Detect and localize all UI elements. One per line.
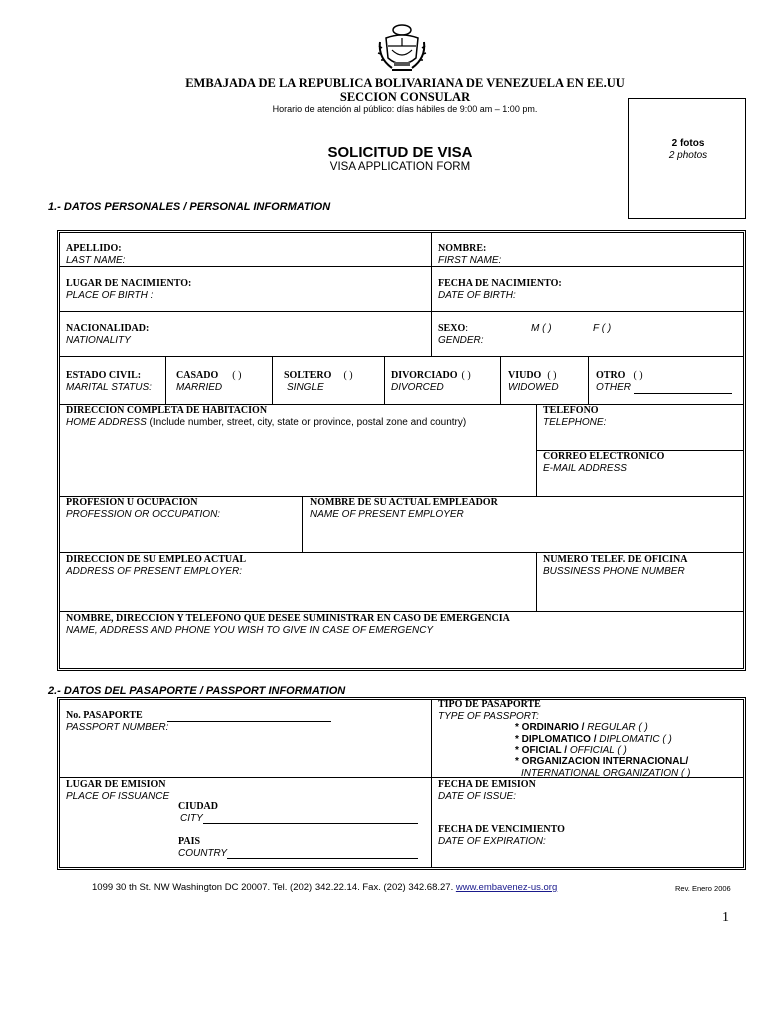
last-name-label-en: LAST NAME: <box>66 255 126 266</box>
business-phone-label-en: BUSSINESS PHONE NUMBER <box>543 566 685 577</box>
employer-address-field[interactable] <box>66 554 531 609</box>
date-of-birth-field[interactable] <box>438 278 738 308</box>
widowed-option[interactable]: VIUDO ( ) WIDOWED <box>508 370 588 394</box>
issuance-country-label: PAIS <box>178 836 201 847</box>
widowed-label-en: WIDOWED <box>508 382 559 393</box>
business-phone-label: NUMERO TELEF. DE OFICINA <box>543 554 688 565</box>
place-of-issuance-label-en: PLACE OF ISSUANCE <box>66 791 170 802</box>
other-fill-line[interactable] <box>634 383 732 394</box>
employer-name-field[interactable] <box>310 497 740 549</box>
date-of-birth-label: FECHA DE NACIMIENTO: <box>438 278 562 289</box>
profession-label-en: PROFESSION OR OCCUPATION: <box>66 509 221 520</box>
other-label-en: OTHER <box>596 382 631 393</box>
employer-address-label: DIRECCION DE SU EMPLEO ACTUAL <box>66 554 247 565</box>
last-name-field[interactable] <box>66 243 426 265</box>
gender-label: SEXO <box>438 323 466 334</box>
single-label-en: SINGLE <box>287 382 324 393</box>
footer-address: 1099 30 th St. NW Washington DC 20007. Tel. (202) 342.22.14. Fax. (202) 342.68.27. www.embavenez-us.org <box>92 882 558 893</box>
home-address-label: DIRECCION COMPLETA DE HABITACION <box>66 405 268 416</box>
gender-label-en: GENDER <box>438 335 481 346</box>
place-of-birth-label-en: PLACE OF BIRTH : <box>66 290 154 301</box>
employer-name-label-en: NAME OF PRESENT EMPLOYER <box>310 509 464 520</box>
photo-label-en: 2 photos <box>668 150 708 161</box>
emergency-contact-field[interactable] <box>66 613 736 665</box>
marital-status-label-group <box>66 370 152 394</box>
embassy-website-link[interactable]: www.embavenez-us.org <box>455 882 558 893</box>
home-address-note: (Include number, street, city, state or province, postal zone and country) <box>149 417 467 428</box>
emergency-contact-label-en: NAME, ADDRESS AND PHONE YOU WISH TO GIVE IN CASE OF EMERGENCY <box>66 625 434 636</box>
single-option[interactable]: SOLTERO ( ) SINGLE <box>284 370 384 394</box>
date-of-expiration-field[interactable] <box>438 824 738 864</box>
married-label-en: MARRIED <box>176 382 223 393</box>
marital-status-label-en: MARITAL STATUS: <box>66 382 152 393</box>
issuance-country-field[interactable] <box>178 836 418 860</box>
date-of-issue-field[interactable] <box>438 779 738 819</box>
form-subtitle: VISA APPLICATION FORM <box>329 161 471 173</box>
date-of-issue-label-en: DATE OF ISSUE: <box>438 791 516 802</box>
issuance-country-label-en: COUNTRY <box>178 848 228 859</box>
married-option[interactable]: CASADO ( ) MARRIED <box>176 370 271 394</box>
divorced-label-en: DIVORCED <box>391 382 444 393</box>
passport-number-label: No. PASAPORTE <box>66 710 143 721</box>
date-of-birth-label-en: DATE OF BIRTH: <box>438 290 516 301</box>
married-label: CASADO <box>176 370 219 381</box>
first-name-field[interactable] <box>438 243 738 265</box>
divorced-option[interactable]: DIVORCIADO ( ) DIVORCED <box>391 370 499 394</box>
employer-name-label: NOMBRE DE SU ACTUAL EMPLEADOR <box>310 497 498 508</box>
first-name-label-en: FIRST NAME: <box>438 255 502 266</box>
last-name-label: APELLIDO: <box>66 243 122 254</box>
coat-of-arms-logo <box>374 20 430 76</box>
email-field[interactable] <box>543 451 738 493</box>
passport-type-label-en: TYPE OF PASSPORT: <box>438 711 539 722</box>
home-address-label-en: HOME ADDRESS <box>66 417 147 428</box>
passport-number-field[interactable] <box>66 710 426 740</box>
widowed-label: VIUDO <box>508 370 542 381</box>
photo-label: 2 fotos <box>671 138 705 149</box>
issuance-country-line[interactable] <box>227 848 418 859</box>
office-hours: Horario de atención al público: días hábiles de 9:00 am – 1:00 pm. <box>272 104 538 114</box>
date-of-expiration-label-en: DATE OF EXPIRATION: <box>438 836 546 847</box>
place-of-issuance-group <box>66 779 426 803</box>
email-label-en: E-MAIL ADDRESS <box>543 463 627 474</box>
passport-number-label-en: PASSPORT NUMBER: <box>66 722 169 733</box>
issuance-city-field[interactable] <box>178 801 418 825</box>
passport-type-label: TIPO DE PASAPORTE <box>438 699 541 710</box>
home-address-field[interactable] <box>66 405 531 493</box>
other-option[interactable]: OTRO ( ) OTHER <box>596 370 741 394</box>
profession-label: PROFESION U OCUPACION <box>66 497 198 508</box>
consular-section-title: SECCION CONSULAR <box>339 90 471 104</box>
single-label: SOLTERO <box>284 370 332 381</box>
section-passport-heading: 2.- DATOS DEL PASAPORTE / PASSPORT INFORMATION <box>48 685 346 697</box>
place-of-issuance-label: LUGAR DE EMISION <box>66 779 166 790</box>
regular-passport-option[interactable]: * ORDINARIO / REGULAR ( ) <box>515 722 648 733</box>
marital-status-label: ESTADO CIVIL: <box>66 370 142 381</box>
gender-female-option[interactable]: F ( ) <box>593 323 612 334</box>
official-passport-option[interactable]: * OFICIAL / OFFICIAL ( ) <box>515 745 627 756</box>
section-personal-heading: 1.- DATOS PERSONALES / PERSONAL INFORMATION <box>48 201 331 213</box>
date-of-issue-label: FECHA DE EMISION <box>438 779 536 790</box>
nationality-label-en: NATIONALITY <box>66 335 131 346</box>
other-label: OTRO <box>596 370 626 381</box>
issuance-city-label: CIUDAD <box>178 801 218 812</box>
diplomatic-passport-option[interactable]: * DIPLOMATICO / DIPLOMATIC ( ) <box>515 734 672 745</box>
business-phone-field[interactable] <box>543 554 738 609</box>
telephone-label-en: TELEPHONE: <box>543 417 607 428</box>
form-title: SOLICITUD DE VISA <box>327 144 473 161</box>
embassy-title: EMBAJADA DE LA REPUBLICA BOLIVARIANA DE VENEZUELA EN EE.UU <box>185 76 625 90</box>
issuance-city-label-en: CITY <box>180 813 203 824</box>
passport-number-line[interactable] <box>167 711 331 722</box>
international-org-passport-option[interactable]: * ORGANIZACION INTERNACIONAL/ INTERNATIONAL ORGANIZATION ( ) <box>515 756 691 779</box>
telephone-label: TELEFONO <box>543 405 599 416</box>
place-of-birth-field[interactable] <box>66 278 426 308</box>
page-number: 1 <box>722 910 729 925</box>
profession-field[interactable] <box>66 497 298 549</box>
revision-date: Rev. Enero 2006 <box>675 884 731 893</box>
telephone-field[interactable] <box>543 405 738 447</box>
email-label: CORREO ELECTRONICO <box>543 451 665 462</box>
issuance-city-line[interactable] <box>203 813 418 824</box>
employer-address-label-en: ADDRESS OF PRESENT EMPLOYER: <box>66 566 242 577</box>
gender-male-option[interactable]: M ( ) <box>531 323 552 334</box>
nationality-field[interactable] <box>66 323 426 353</box>
emergency-contact-label: NOMBRE, DIRECCION Y TELEFONO QUE DESEE SUMINISTRAR EN CASO DE EMERGENCIA <box>66 613 510 624</box>
photo-box <box>628 98 746 219</box>
first-name-label: NOMBRE: <box>438 243 487 254</box>
nationality-label: NACIONALIDAD: <box>66 323 150 334</box>
date-of-expiration-label: FECHA DE VENCIMIENTO <box>438 824 565 835</box>
place-of-birth-label: LUGAR DE NACIMIENTO: <box>66 278 192 289</box>
gender-field: SEXO: GENDER: <box>438 323 484 346</box>
passport-type-group <box>438 699 738 723</box>
divorced-label: DIVORCIADO <box>391 370 458 381</box>
